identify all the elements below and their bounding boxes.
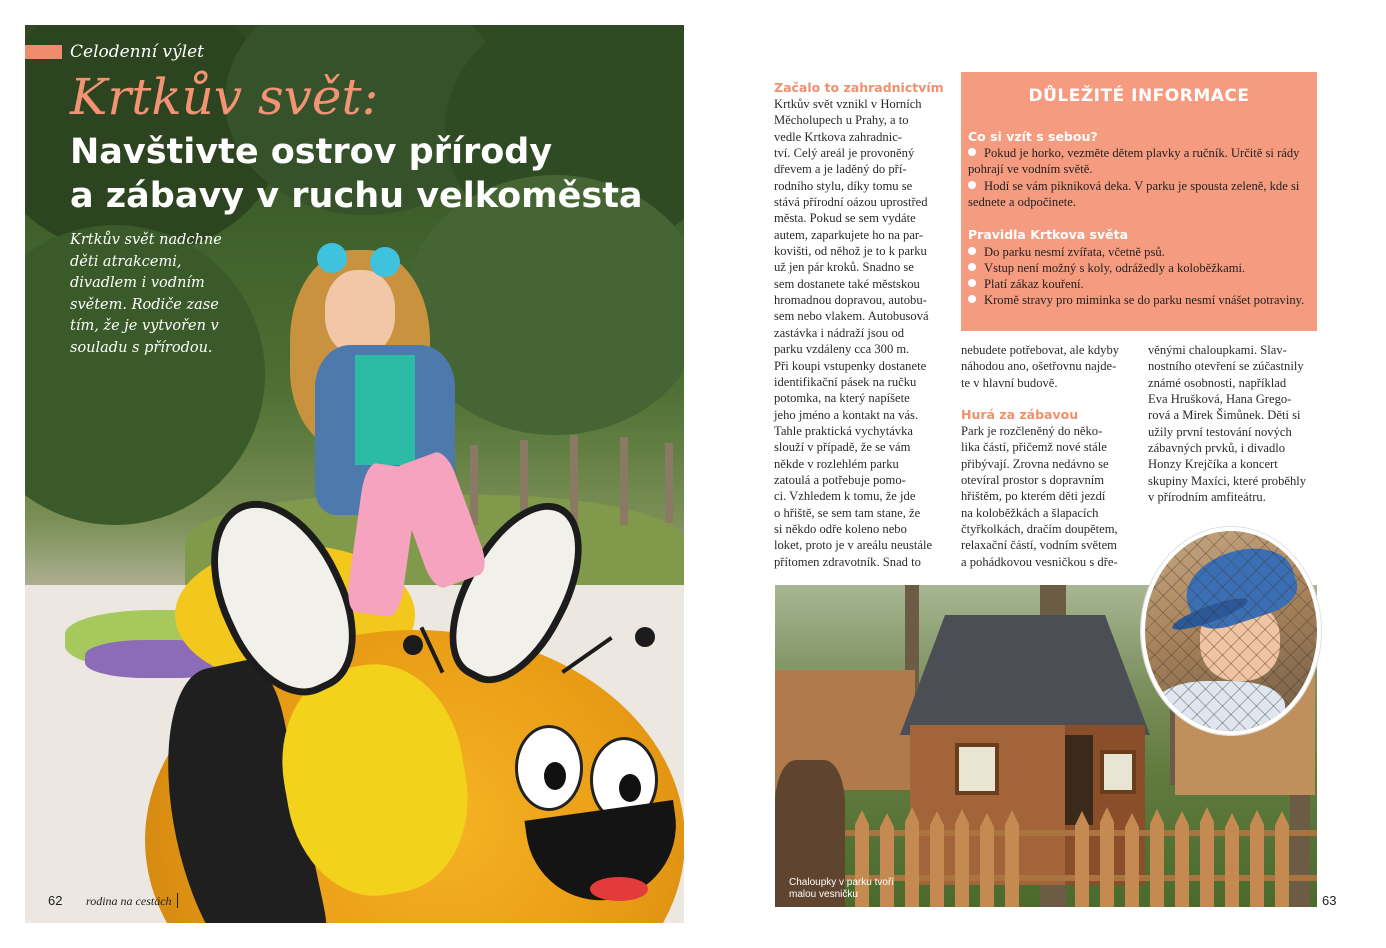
section-heading-start: Začalo to zahradnictvím: [774, 80, 944, 95]
info-heading-rules: Pravidla Krtkova světa: [968, 227, 1129, 242]
kicker-label: Celodenní výlet: [70, 42, 204, 62]
magazine-name: rodina na cestách: [86, 894, 172, 908]
info-item: Vstup není možný s koly, odrážedly a koloběžkami.: [968, 260, 1310, 276]
bullet-icon: [968, 148, 976, 156]
photo-caption: Chaloupky v parku tvoří malou vesničku: [789, 877, 895, 900]
page-number-left: 62: [48, 893, 63, 908]
bullet-icon: [968, 263, 976, 271]
section-heading-fun: Hurá za zábavou: [961, 407, 1079, 422]
article-subtitle: [70, 130, 660, 218]
boy-photo: [1141, 527, 1321, 735]
info-item: Platí zákaz kouření.: [968, 276, 1310, 292]
info-item: Kromě stravy pro miminka se do parku nesmí vnášet potraviny.: [968, 292, 1310, 308]
subtitle-line-1: Navštivte ostrov přírody: [70, 132, 553, 172]
info-item: Do parku nesmí zvířata, včetně psů.: [968, 244, 1310, 260]
section-marker: [25, 45, 62, 59]
column-2-text-top: nebudete potřebovat, ale kdyby náhodou ano, ošetřovnu najde- te v hlavní budově.: [961, 343, 1120, 390]
folio-divider: [177, 893, 178, 908]
page-number-right: 63: [1322, 893, 1337, 908]
bullet-icon: [968, 295, 976, 303]
column-2-text: Park je rozčleněný do něko- lika částí, přičemž nové stále přibývají. Zrovna nedávno se otevíral prostor s dopravním hřištěm, po kterém děti jezdí na koloběžkách a šlapacích čtyřkolkách, dračím doupětem, relaxační částí, vodním světem a pohádkovou vesničkou s dře-: [961, 424, 1118, 569]
article-lead: Krtkův svět nadchne děti atrakcemi, divadlem i vodním světem. Rodiče zase tím, že je vytvořen v souladu s přírodou.: [70, 232, 222, 356]
column-1-text: Krtkův svět vznikl v Horních Měcholupech u Prahy, a to vedle Krtkova zahradnic- tví. Celý areál je provoněný dřevem a je laděný do pří- rodního stylu, díky tomu se stává přírodní oázou uprostřed města. Pokud se sem vydáte autem, zaparkujete ho na par- kovišti, od něhož je to k parku už jen pár kroků. Snadno se sem dostanete také městskou hromadnou dopravou, autobu- sem nebo vlakem. Autobusová zastávka i nádraží jsou od parku vzdáleny cca 300 m. Při koupi vstupenky dostanete identifikační pásek na ručku potomka, na který napíšete jeho jméno a kontakt na vás. Tahle praktická vychytávka slouží v případě, že se vám někde v rozlehlém parku zatoulá a potřebuje pomo- ci. Vzhledem k tomu, že jde o hřiště, se sem tam stane, že si někdo odře koleno nebo loket, proto je v areálu neustále přítomen zdravotník. Snad to: [774, 97, 933, 569]
column-3-text: věnými chaloupkami. Slav- nostního otevření se zúčastnily známé osobnosti, například Eva Hrušková, Hana Grego- rová a Mirek Šimůnek. Děti si užily první testování nových zábavných prvků, i divadlo Honzy Krejčíka a koncert skupiny Maxíci, které proběhly v přírodním amfiteátru.: [1148, 343, 1307, 505]
info-item: Hodí se vám pikniková deka. V parku je spousta zeleně, kde si sednete a odpočinete.: [968, 179, 1300, 210]
subtitle-line-2: a zábavy v ruchu velkoměsta: [70, 176, 643, 216]
info-box: [961, 72, 1317, 331]
article-title: Krtkův svět:: [70, 68, 379, 126]
info-item: Pokud je horko, vezměte dětem plavky a ručník. Určitě si rády pohrají ve vodním světě.: [968, 146, 1300, 177]
info-heading-bring: Co si vzít s sebou?: [968, 129, 1098, 144]
bullet-icon: [968, 247, 976, 255]
bullet-icon: [968, 181, 976, 189]
house-roof: [900, 615, 1150, 735]
bullet-icon: [968, 279, 976, 287]
info-box-title: DŮLEŽITÉ INFORMACE: [1028, 86, 1250, 106]
